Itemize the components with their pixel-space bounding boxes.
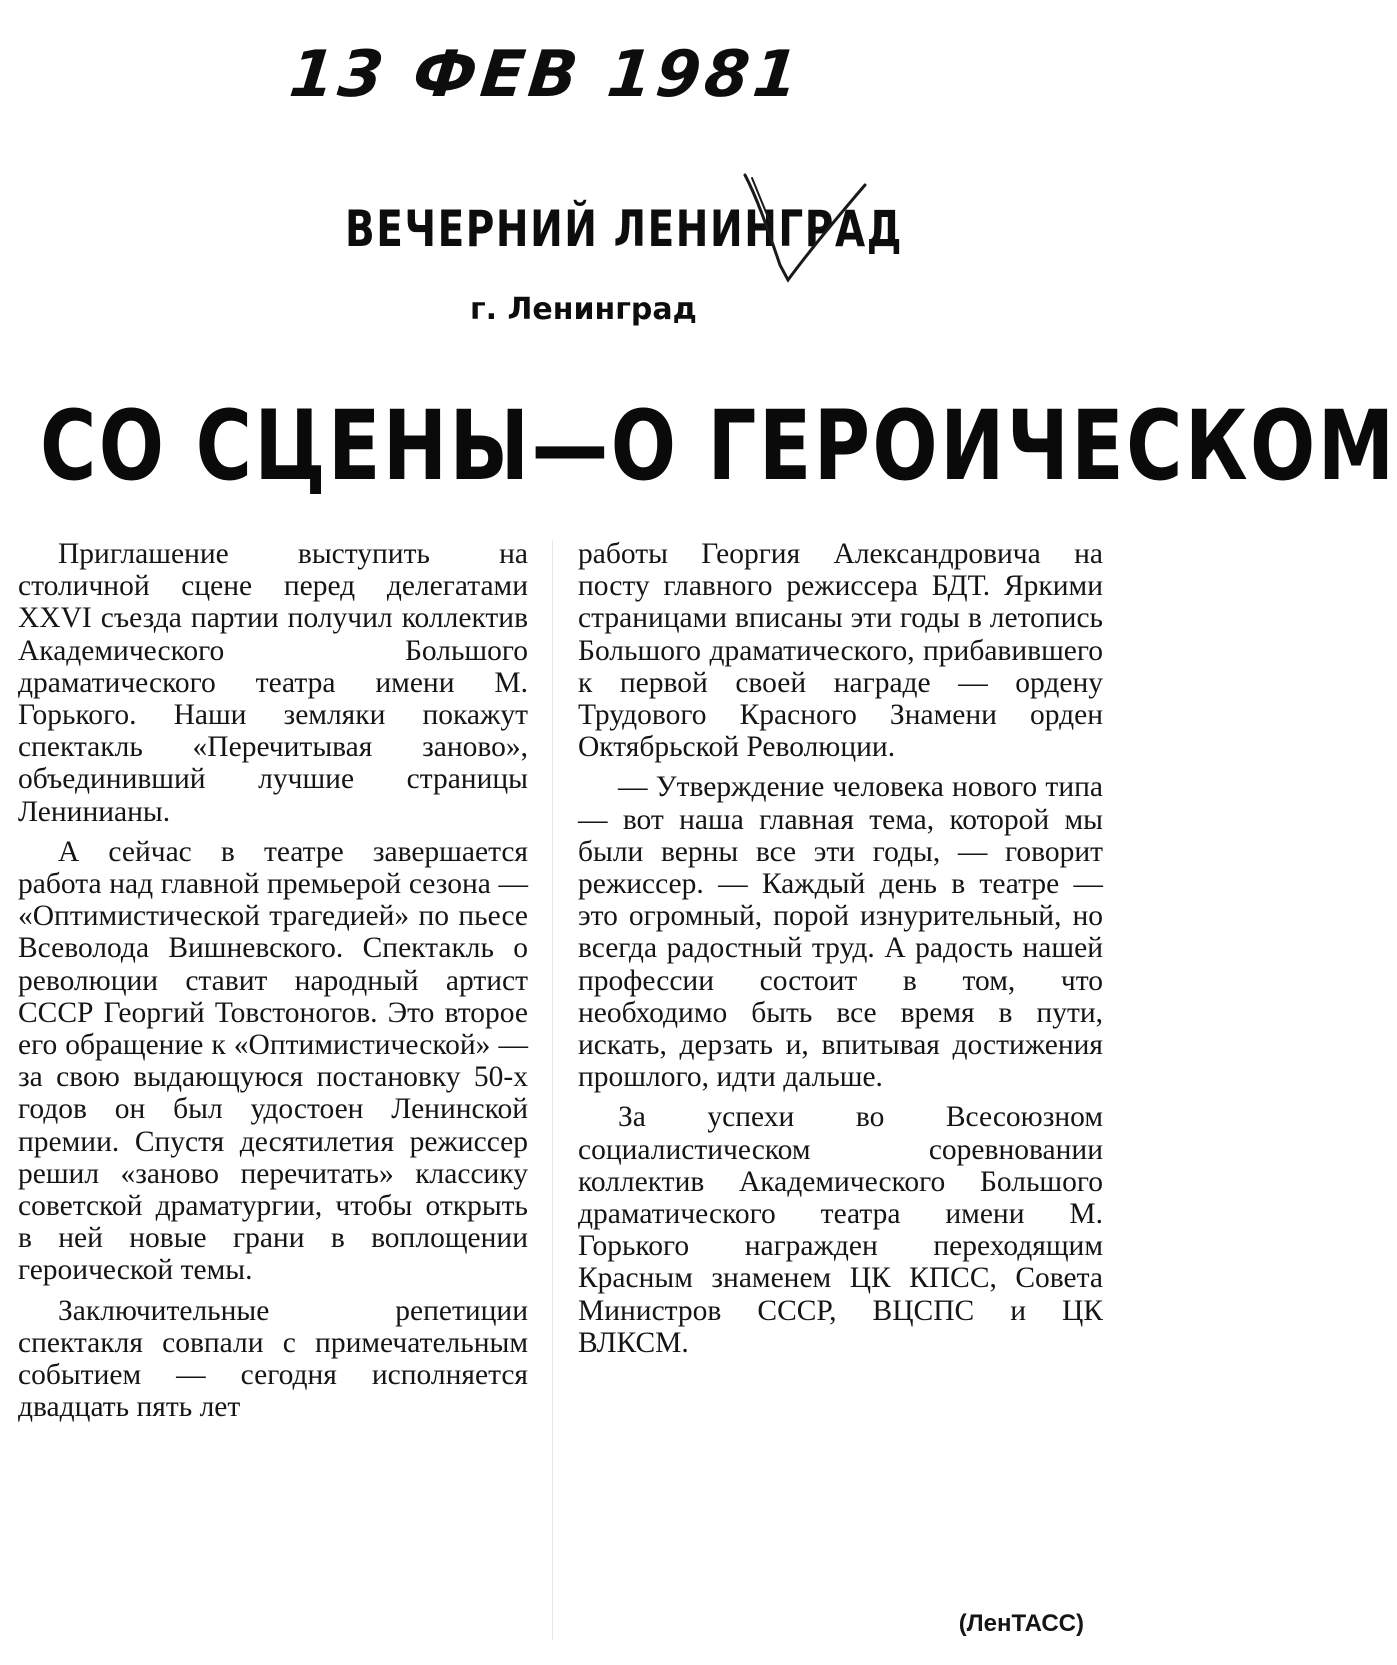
paragraph: А сейчас в театре завершается работа над главной премьерой сезона — «Оптимистической трагедией» по пьесе Всеволода Вишневского. Спектакль о революции ставит народный артист СССР Георгий Товстоногов. Это второе его обращение к «Оптимистической» — за свою выдающуюся постановку 50-х годов он был удостоен Ленинской премии. Спустя десятилетия режиссер решил «заново перечитать» классику советской драматургии, чтобы открыть в ней новые грани в воплощении героической темы. [18, 835, 528, 1287]
newspaper-city: г. Ленинград [470, 292, 697, 327]
paragraph: Приглашение выступить на столичной сцене перед делегатами XXVI съезда партии получил коллектив Академического Большого драматического театра имени М. Горького. Наши земляки покажут спектакль «Перечитывая заново», объединивший лучшие страницы Ленинианы. [18, 538, 528, 828]
paragraph: — Утверждение человека нового типа — вот наша главная тема, которой мы были верны все эти годы, — говорит режиссер. — Каждый день в театре — это огромный, порой изнурительный, но всегда радостный труд. А радость нашей профессии состоит в том, что необходимо быть все время в пути, искать, дерзать и, впитывая достижения прошлого, идти дальше. [578, 771, 1103, 1094]
newspaper-masthead: ВЕЧЕРНИЙ ЛЕНИНГРАД [345, 200, 903, 258]
article-right-column [578, 538, 1103, 1367]
article-left-column [18, 538, 528, 1431]
article-signature: (ЛенТАСС) [958, 1610, 1084, 1637]
article-headline: СО СЦЕНЫ—О ГЕРОИЧЕСКОМ [40, 390, 1397, 502]
pen-checkmark-icon [740, 170, 870, 290]
paragraph: работы Георгия Александровича на посту главного режиссера БДТ. Яркими страницами вписаны эти годы в летопись Большого драматического, прибавившего к первой своей награде — ордену Трудового Красного Знамени орден Октябрьской Революции. [578, 538, 1103, 764]
paragraph: За успехи во Всесоюзном социалистическом соревновании коллектив Академического Большого драматического театра имени М. Горького награжден переходящим Красным знаменем ЦК КПСС, Совета Министров СССР, ВЦСПС и ЦК ВЛКСМ. [578, 1101, 1103, 1359]
paragraph: Заключительные репетиции спектакля совпали с примечательным событием — сегодня исполняется двадцать пять лет [18, 1294, 528, 1424]
column-divider [552, 540, 553, 1640]
clipping-date-stamp: 13 ФЕВ 1981 [286, 38, 806, 112]
